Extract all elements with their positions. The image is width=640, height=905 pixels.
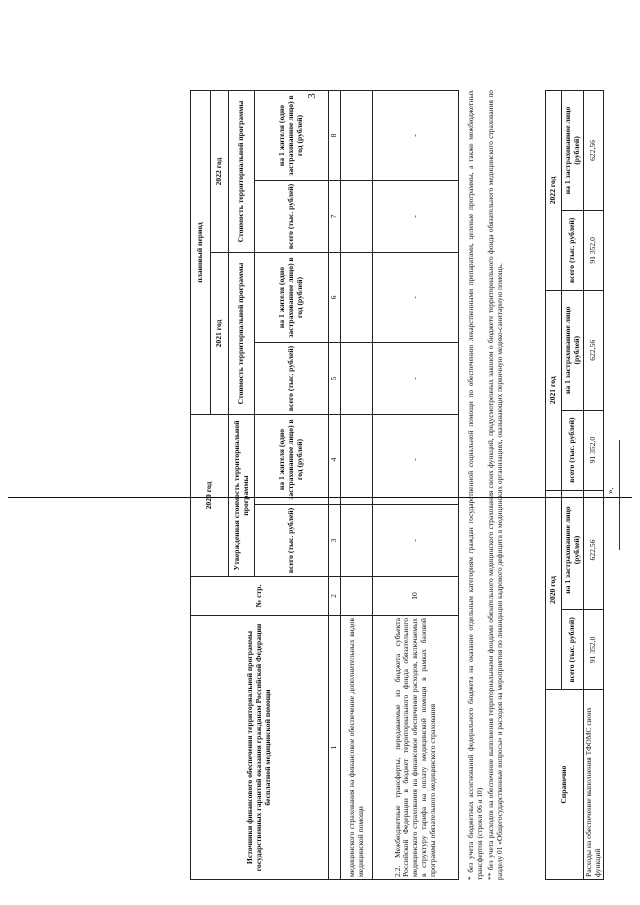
col-num: 5	[329, 343, 341, 415]
table-row	[373, 91, 459, 880]
header-ref-per-insured: на 1 застрахованное лицо (рублей)	[562, 91, 584, 211]
header-cost-2022: Стоимость территориальной программы	[229, 91, 255, 253]
col-num: 1	[329, 616, 341, 880]
header-approved-cost: Утвержденная стоимость территориальной программы	[229, 415, 255, 577]
cell-value	[341, 181, 373, 253]
header-planning-period: плановый период	[191, 91, 211, 415]
header-per-capita-2021: на 1 жителя (одно застрахованное лицо) в год (рублей)	[255, 253, 329, 343]
row-label: 2.2. Межбюджетные трансферты, передаваемые из бюджета субъекта Российской Федерации в бюджет территориального фонда обязательного медицинского страхования на финансовое обеспечение расходов, включаемых в структуру тарифа на оплату медицинской помощи в рамках базовой программы обязательного медицинского страхования	[373, 616, 459, 880]
footnote: * без учета бюджетных ассигнований федерального бюджета на оказание отдельным категориям граждан государственной социальной помощи по обеспечению лекарственными препаратами, целевые программы, а также межбюджетных трансфертов (строки 06 и 10)	[466, 90, 485, 880]
col-num: 2	[329, 577, 341, 616]
col-num: 6	[329, 253, 341, 343]
header-ref-per-insured: на 1 застрахованное лицо (рублей)	[562, 490, 584, 610]
row-no: 10	[373, 577, 459, 616]
header-cost-2021: Стоимость территориальной программы	[229, 253, 255, 415]
header-ref-2022: 2022 год	[546, 91, 562, 291]
cell-value	[341, 415, 373, 505]
header-year-2020: 2020 год	[191, 415, 229, 577]
cell-value: 91 352,0	[584, 410, 604, 490]
cell-value: 622,56	[584, 290, 604, 410]
col-num: 4	[329, 415, 341, 505]
cell-value: -	[373, 91, 459, 181]
ref-row-label: Расходы на обеспечение выполнения ТФОМС своих функций	[584, 690, 604, 880]
cell-value: 622,56	[584, 490, 604, 610]
header-row-no: № стр.	[191, 577, 329, 616]
rotated-page-content	[190, 90, 630, 880]
closing-mark: ».	[605, 487, 615, 494]
row-label: медицинского страхования на финансовое обеспечение дополнительных видов медицинской помощи	[341, 616, 373, 880]
cell-value	[341, 91, 373, 181]
financing-table	[190, 90, 459, 880]
cell-value: -	[373, 181, 459, 253]
header-ref-total: всего (тыс. рублей)	[562, 410, 584, 490]
table-row	[341, 91, 373, 880]
cell-value: -	[373, 253, 459, 343]
col-num: 7	[329, 181, 341, 253]
header-ref-total: всего (тыс. рублей)	[562, 210, 584, 290]
cell-value	[341, 505, 373, 577]
cell-value: 91 352,0	[584, 210, 604, 290]
reference-table	[545, 90, 604, 880]
header-reference: Справочно	[546, 690, 584, 880]
row-no	[341, 577, 373, 616]
header-per-capita-2020: на 1 жителя (одно застрахованное лицо) в год (рублей)	[255, 415, 329, 505]
header-year-2021: 2021 год	[211, 253, 229, 415]
col-num: 3	[329, 505, 341, 577]
column-number-row	[329, 91, 341, 880]
header-year-2022: 2022 год	[211, 91, 229, 253]
header-ref-2020: 2020 год	[546, 490, 562, 690]
header-total-2022: всего (тыс. рублей)	[255, 181, 329, 253]
header-source: Источники финансового обеспечения территориальной программы государственных гарантий оказания гражданам Российской Федерации бесплатной медицинской помощи	[191, 616, 329, 880]
header-total-2020: всего (тыс. рублей)	[255, 505, 329, 577]
cell-value: -	[373, 415, 459, 505]
header-per-capita-2022: на 1 жителя (одно застрахованное лицо) в год (рублей)	[255, 91, 329, 181]
cell-value	[341, 343, 373, 415]
header-total-2021: всего (тыс. рублей)	[255, 343, 329, 415]
footnote: ** без учета расходов на обеспечение выполнения территориальными фондами обязательного медицинского страхования своих функций, предусмотренных законом о бюджете территориального фонда обязательного медицинского страхования по разделу 01 «Общегосударственные вопросы» и расходов на мероприятия по ликвидации кадрового дефицита в медицинских организациях, оказывающих первичную медико-санитарную помощь.	[485, 90, 504, 880]
page-divider	[8, 497, 632, 498]
footnotes	[466, 90, 505, 880]
closing-rule	[619, 440, 620, 550]
header-ref-per-insured: на 1 застрахованное лицо (рублей)	[562, 290, 584, 410]
table-row	[584, 91, 604, 880]
page-number: 3	[305, 93, 318, 99]
header-ref-2021: 2021 год	[546, 290, 562, 490]
header-ref-total: всего (тыс. рублей)	[562, 610, 584, 690]
cell-value: 91 352,0	[584, 610, 604, 690]
cell-value: -	[373, 505, 459, 577]
col-num: 8	[329, 91, 341, 181]
cell-value	[341, 253, 373, 343]
cell-value: -	[373, 343, 459, 415]
cell-value: 622,56	[584, 91, 604, 211]
